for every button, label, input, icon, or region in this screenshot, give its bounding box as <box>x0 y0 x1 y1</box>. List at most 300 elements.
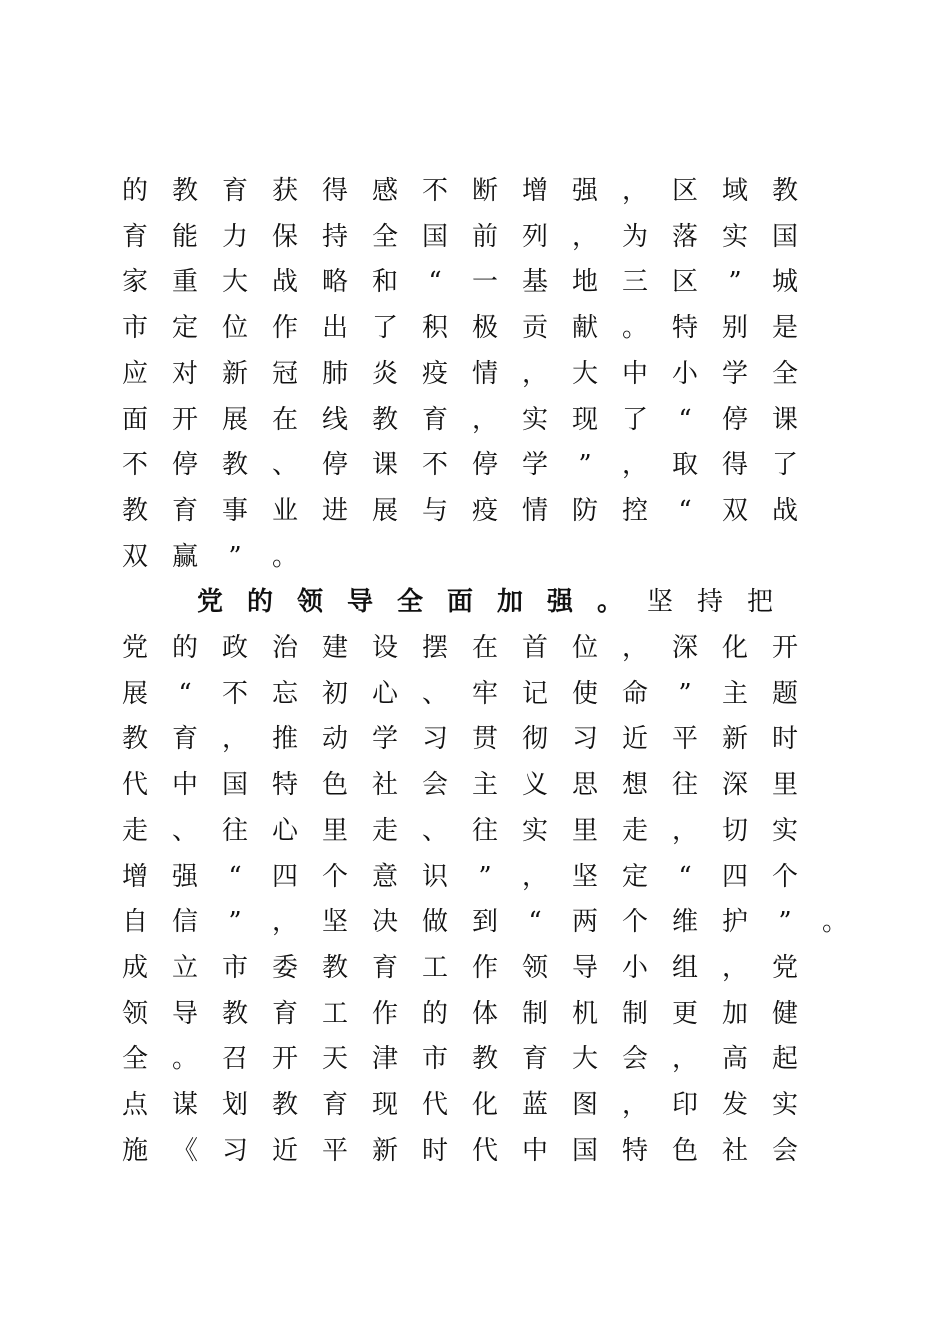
glyph: 题 <box>771 678 798 709</box>
glyph: 全 <box>371 221 398 252</box>
glyph: 代 <box>471 1135 498 1166</box>
glyph: 坚 <box>321 907 348 938</box>
glyph: 地 <box>571 267 598 298</box>
glyph: 教 <box>171 176 198 206</box>
glyph: 停 <box>721 404 748 435</box>
glyph: 体 <box>471 998 498 1029</box>
glyph: 展 <box>371 495 398 526</box>
glyph: 社 <box>721 1135 748 1166</box>
glyph: “ <box>228 861 242 892</box>
glyph: 做 <box>421 907 448 938</box>
glyph: 工 <box>421 952 448 983</box>
glyph: 制 <box>521 998 548 1029</box>
glyph: 国 <box>421 221 448 252</box>
glyph: 略 <box>321 267 348 298</box>
text-line <box>110 1128 810 1174</box>
glyph: “ <box>678 861 692 892</box>
glyph: 教 <box>221 450 248 481</box>
glyph: “ <box>678 404 692 435</box>
glyph: ” <box>778 907 792 938</box>
glyph: ， <box>621 1090 648 1120</box>
glyph: 党 <box>196 587 223 618</box>
glyph: 线 <box>321 404 348 435</box>
glyph: 面 <box>446 587 473 618</box>
glyph: 位 <box>571 633 598 663</box>
glyph: 了 <box>371 313 398 344</box>
glyph: 疫 <box>421 358 448 389</box>
glyph: 冠 <box>271 358 298 389</box>
glyph: 平 <box>321 1135 348 1166</box>
glyph: 走 <box>121 815 148 846</box>
glyph: 力 <box>221 221 248 252</box>
glyph: 感 <box>371 176 398 206</box>
glyph: 大 <box>571 358 598 389</box>
glyph: 现 <box>371 1090 398 1120</box>
glyph: 时 <box>421 1135 448 1166</box>
glyph: 教 <box>471 1044 498 1075</box>
glyph: 增 <box>121 861 148 892</box>
glyph: 初 <box>321 678 348 709</box>
glyph: 中 <box>171 770 198 801</box>
paragraph-heading-line <box>185 579 785 625</box>
glyph: 作 <box>271 313 298 344</box>
glyph: 特 <box>671 313 698 344</box>
glyph: 大 <box>221 267 248 298</box>
glyph: ， <box>671 1044 698 1075</box>
glyph: 了 <box>771 450 798 481</box>
glyph: ” <box>678 678 692 709</box>
glyph: 贡 <box>521 313 548 344</box>
glyph: 走 <box>621 815 648 846</box>
glyph: 育 <box>221 176 248 206</box>
glyph: ” <box>478 861 492 892</box>
glyph: 教 <box>321 952 348 983</box>
glyph: 切 <box>721 815 748 846</box>
glyph: 持 <box>321 221 348 252</box>
glyph: 加 <box>721 998 748 1029</box>
glyph: 平 <box>671 724 698 755</box>
glyph: ， <box>621 633 648 663</box>
glyph: 命 <box>621 678 648 709</box>
glyph: 疫 <box>471 495 498 526</box>
text-line <box>110 854 810 900</box>
glyph: 情 <box>471 358 498 389</box>
glyph: 极 <box>471 313 498 344</box>
glyph: 的 <box>246 587 273 618</box>
glyph: 蓝 <box>521 1090 548 1120</box>
glyph: 事 <box>221 495 248 526</box>
glyph: 。 <box>271 541 298 572</box>
text-line <box>110 899 860 945</box>
glyph: 化 <box>721 633 748 663</box>
glyph: 开 <box>271 1044 298 1075</box>
glyph: 强 <box>171 861 198 892</box>
glyph: 育 <box>321 1090 348 1120</box>
glyph: 起 <box>771 1044 798 1075</box>
glyph: 落 <box>671 221 698 252</box>
glyph: 得 <box>321 176 348 206</box>
glyph: 断 <box>471 176 498 206</box>
glyph: 国 <box>771 221 798 252</box>
glyph: 小 <box>621 952 648 983</box>
glyph: 代 <box>421 1090 448 1120</box>
glyph: 设 <box>371 633 398 663</box>
glyph: 会 <box>771 1135 798 1166</box>
glyph: 、 <box>421 678 448 709</box>
glyph: 育 <box>171 495 198 526</box>
glyph: 点 <box>121 1090 148 1120</box>
glyph: 津 <box>371 1044 398 1075</box>
glyph: 四 <box>721 861 748 892</box>
glyph: 战 <box>271 267 298 298</box>
glyph: 双 <box>721 495 748 526</box>
glyph: 走 <box>371 815 398 846</box>
glyph: 两 <box>571 907 598 938</box>
glyph: 课 <box>771 404 798 435</box>
glyph: 大 <box>571 1044 598 1075</box>
glyph: 持 <box>696 587 723 618</box>
glyph: 三 <box>621 267 648 298</box>
glyph: 意 <box>371 861 398 892</box>
glyph: 区 <box>671 267 698 298</box>
text-line <box>110 214 810 260</box>
glyph: 获 <box>271 176 298 206</box>
text-line <box>110 991 810 1037</box>
glyph: 新 <box>221 358 248 389</box>
glyph: ， <box>621 450 648 481</box>
glyph: 定 <box>171 313 198 344</box>
glyph: 往 <box>471 815 498 846</box>
text-line <box>110 351 810 397</box>
glyph: ” <box>578 450 592 481</box>
glyph: 特 <box>271 770 298 801</box>
glyph: 不 <box>421 450 448 481</box>
glyph: 里 <box>321 815 348 846</box>
glyph: 《 <box>171 1135 198 1166</box>
glyph: 炎 <box>371 358 398 389</box>
glyph: 全 <box>771 358 798 389</box>
glyph: 个 <box>621 907 648 938</box>
glyph: 小 <box>671 358 698 389</box>
text-line <box>110 442 810 488</box>
glyph: 增 <box>521 176 548 206</box>
glyph: 立 <box>171 952 198 983</box>
glyph: 实 <box>521 404 548 435</box>
glyph: 强 <box>546 587 573 618</box>
glyph: 谋 <box>171 1090 198 1120</box>
glyph: 动 <box>321 724 348 755</box>
glyph: 工 <box>321 998 348 1029</box>
glyph: 停 <box>321 450 348 481</box>
glyph: 强 <box>571 176 598 206</box>
glyph: 作 <box>371 998 398 1029</box>
glyph: 教 <box>221 998 248 1029</box>
glyph: 新 <box>371 1135 398 1166</box>
glyph: 四 <box>271 861 298 892</box>
glyph: 习 <box>421 724 448 755</box>
glyph: 情 <box>521 495 548 526</box>
glyph: 维 <box>671 907 698 938</box>
glyph: 深 <box>721 770 748 801</box>
glyph: 导 <box>571 952 598 983</box>
glyph: 肺 <box>321 358 348 389</box>
glyph: 中 <box>621 358 648 389</box>
glyph: 防 <box>571 495 598 526</box>
text-line <box>110 808 810 854</box>
glyph: 社 <box>371 770 398 801</box>
glyph: 想 <box>621 770 648 801</box>
glyph: 、 <box>171 815 198 846</box>
glyph: 控 <box>621 495 648 526</box>
text-line <box>110 488 810 534</box>
glyph: 前 <box>471 221 498 252</box>
glyph: 里 <box>571 815 598 846</box>
glyph: 。 <box>821 907 848 938</box>
glyph: 进 <box>321 495 348 526</box>
glyph: 全 <box>121 1044 148 1075</box>
glyph: 里 <box>771 770 798 801</box>
glyph: 全 <box>396 587 423 618</box>
glyph: 健 <box>771 998 798 1029</box>
glyph: 域 <box>721 176 748 206</box>
glyph: 赢 <box>171 541 198 572</box>
glyph: 忘 <box>271 678 298 709</box>
glyph: 个 <box>321 861 348 892</box>
glyph: 识 <box>421 861 448 892</box>
glyph: 牢 <box>471 678 498 709</box>
glyph: 天 <box>321 1044 348 1075</box>
glyph: 学 <box>371 724 398 755</box>
glyph: 习 <box>221 1135 248 1166</box>
glyph: 加 <box>496 587 523 618</box>
glyph: 新 <box>721 724 748 755</box>
glyph: 摆 <box>421 633 448 663</box>
glyph: ， <box>471 404 498 435</box>
glyph: 基 <box>521 267 548 298</box>
glyph: 国 <box>571 1135 598 1166</box>
glyph: 教 <box>271 1090 298 1120</box>
glyph: 开 <box>171 404 198 435</box>
glyph: 教 <box>371 404 398 435</box>
text-line <box>110 762 810 808</box>
glyph: 不 <box>221 678 248 709</box>
glyph: 把 <box>746 587 773 618</box>
glyph: 、 <box>271 450 298 481</box>
glyph: 育 <box>521 1044 548 1075</box>
glyph: 的 <box>421 998 448 1029</box>
glyph: 图 <box>571 1090 598 1120</box>
glyph: ， <box>521 861 548 892</box>
glyph: 。 <box>596 587 623 618</box>
glyph: 展 <box>121 678 148 709</box>
glyph: 、 <box>421 815 448 846</box>
glyph: 中 <box>521 1135 548 1166</box>
text-line <box>110 305 810 351</box>
glyph: 义 <box>521 770 548 801</box>
glyph: 组 <box>671 952 698 983</box>
glyph: 施 <box>121 1135 148 1166</box>
glyph: ， <box>521 358 548 389</box>
glyph: 育 <box>371 952 398 983</box>
glyph: 保 <box>271 221 298 252</box>
glyph: “ <box>528 907 542 938</box>
text-line <box>110 671 810 717</box>
glyph: 一 <box>471 267 498 298</box>
glyph: 近 <box>271 1135 298 1166</box>
glyph: 业 <box>271 495 298 526</box>
glyph: 贯 <box>471 724 498 755</box>
text-line <box>110 716 810 762</box>
glyph: 学 <box>521 450 548 481</box>
glyph: 。 <box>171 1044 198 1075</box>
glyph: 。 <box>621 313 648 344</box>
glyph: 治 <box>271 633 298 663</box>
glyph: 领 <box>521 952 548 983</box>
glyph: 双 <box>121 541 148 572</box>
glyph: 坚 <box>646 587 673 618</box>
glyph: 更 <box>671 998 698 1029</box>
text-line <box>110 625 810 671</box>
glyph: 城 <box>771 267 798 298</box>
glyph: ， <box>671 815 698 846</box>
glyph: 面 <box>121 404 148 435</box>
glyph: 与 <box>421 495 448 526</box>
glyph: 市 <box>221 952 248 983</box>
glyph: 在 <box>271 404 298 435</box>
glyph: 召 <box>221 1044 248 1075</box>
glyph: 信 <box>171 907 198 938</box>
glyph: 教 <box>771 176 798 206</box>
glyph: 会 <box>421 770 448 801</box>
text-line <box>110 945 810 991</box>
glyph: 在 <box>471 633 498 663</box>
glyph: 献 <box>571 313 598 344</box>
glyph: 记 <box>521 678 548 709</box>
glyph: 主 <box>721 678 748 709</box>
glyph: 停 <box>171 450 198 481</box>
glyph: 推 <box>271 724 298 755</box>
glyph: 作 <box>471 952 498 983</box>
glyph: 发 <box>721 1090 748 1120</box>
glyph: 特 <box>621 1135 648 1166</box>
glyph: 实 <box>721 221 748 252</box>
glyph: 使 <box>571 678 598 709</box>
glyph: 划 <box>221 1090 248 1120</box>
glyph: 坚 <box>571 861 598 892</box>
glyph: 代 <box>121 770 148 801</box>
glyph: 重 <box>171 267 198 298</box>
glyph: 深 <box>671 633 698 663</box>
glyph: 高 <box>721 1044 748 1075</box>
glyph: 导 <box>346 587 373 618</box>
glyph: 彻 <box>521 724 548 755</box>
glyph: 列 <box>521 221 548 252</box>
glyph: 家 <box>121 267 148 298</box>
glyph: 心 <box>271 815 298 846</box>
glyph: 党 <box>771 952 798 983</box>
glyph: ， <box>221 724 248 755</box>
glyph: 教 <box>121 724 148 755</box>
text-line <box>110 259 810 305</box>
glyph: ” <box>228 541 242 572</box>
glyph: 实 <box>771 815 798 846</box>
glyph: 护 <box>721 907 748 938</box>
glyph: 的 <box>121 176 148 206</box>
glyph: “ <box>178 678 192 709</box>
glyph: 到 <box>471 907 498 938</box>
glyph: 育 <box>421 404 448 435</box>
glyph: 近 <box>621 724 648 755</box>
glyph: 往 <box>221 815 248 846</box>
glyph: ” <box>228 907 242 938</box>
glyph: 为 <box>621 221 648 252</box>
glyph: 得 <box>721 450 748 481</box>
glyph: 育 <box>121 221 148 252</box>
glyph: ， <box>271 907 298 938</box>
glyph: 了 <box>621 404 648 435</box>
glyph: 国 <box>221 770 248 801</box>
glyph: 教 <box>121 495 148 526</box>
glyph: 市 <box>121 313 148 344</box>
glyph: 机 <box>571 998 598 1029</box>
glyph: 现 <box>571 404 598 435</box>
glyph: 政 <box>221 633 248 663</box>
glyph: 印 <box>671 1090 698 1120</box>
glyph: 领 <box>121 998 148 1029</box>
glyph: 出 <box>321 313 348 344</box>
text-line <box>110 168 810 214</box>
glyph: 自 <box>121 907 148 938</box>
glyph: 积 <box>421 313 448 344</box>
glyph: 不 <box>121 450 148 481</box>
text-line <box>110 397 810 443</box>
glyph: 展 <box>221 404 248 435</box>
glyph: 位 <box>221 313 248 344</box>
glyph: 对 <box>171 358 198 389</box>
glyph: 思 <box>571 770 598 801</box>
glyph: 实 <box>771 1090 798 1120</box>
glyph: 的 <box>171 633 198 663</box>
glyph: 实 <box>521 815 548 846</box>
glyph: 和 <box>371 267 398 298</box>
glyph: 习 <box>571 724 598 755</box>
glyph: 课 <box>371 450 398 481</box>
glyph: 主 <box>471 770 498 801</box>
glyph: 应 <box>121 358 148 389</box>
glyph: 战 <box>771 495 798 526</box>
glyph: 别 <box>721 313 748 344</box>
glyph: 首 <box>521 633 548 663</box>
glyph: 色 <box>671 1135 698 1166</box>
glyph: 委 <box>271 952 298 983</box>
glyph: 建 <box>321 633 348 663</box>
glyph: ， <box>721 952 748 983</box>
glyph: 不 <box>421 176 448 206</box>
glyph: 开 <box>771 633 798 663</box>
glyph: 决 <box>371 907 398 938</box>
text-line <box>110 534 310 580</box>
glyph: ， <box>571 221 598 252</box>
glyph: “ <box>678 495 692 526</box>
glyph: “ <box>428 267 442 298</box>
text-line <box>110 1036 810 1082</box>
glyph: 区 <box>671 176 698 206</box>
glyph: ， <box>621 176 648 206</box>
glyph: 育 <box>171 724 198 755</box>
glyph: 党 <box>121 633 148 663</box>
glyph: 学 <box>721 358 748 389</box>
glyph: 育 <box>271 998 298 1029</box>
